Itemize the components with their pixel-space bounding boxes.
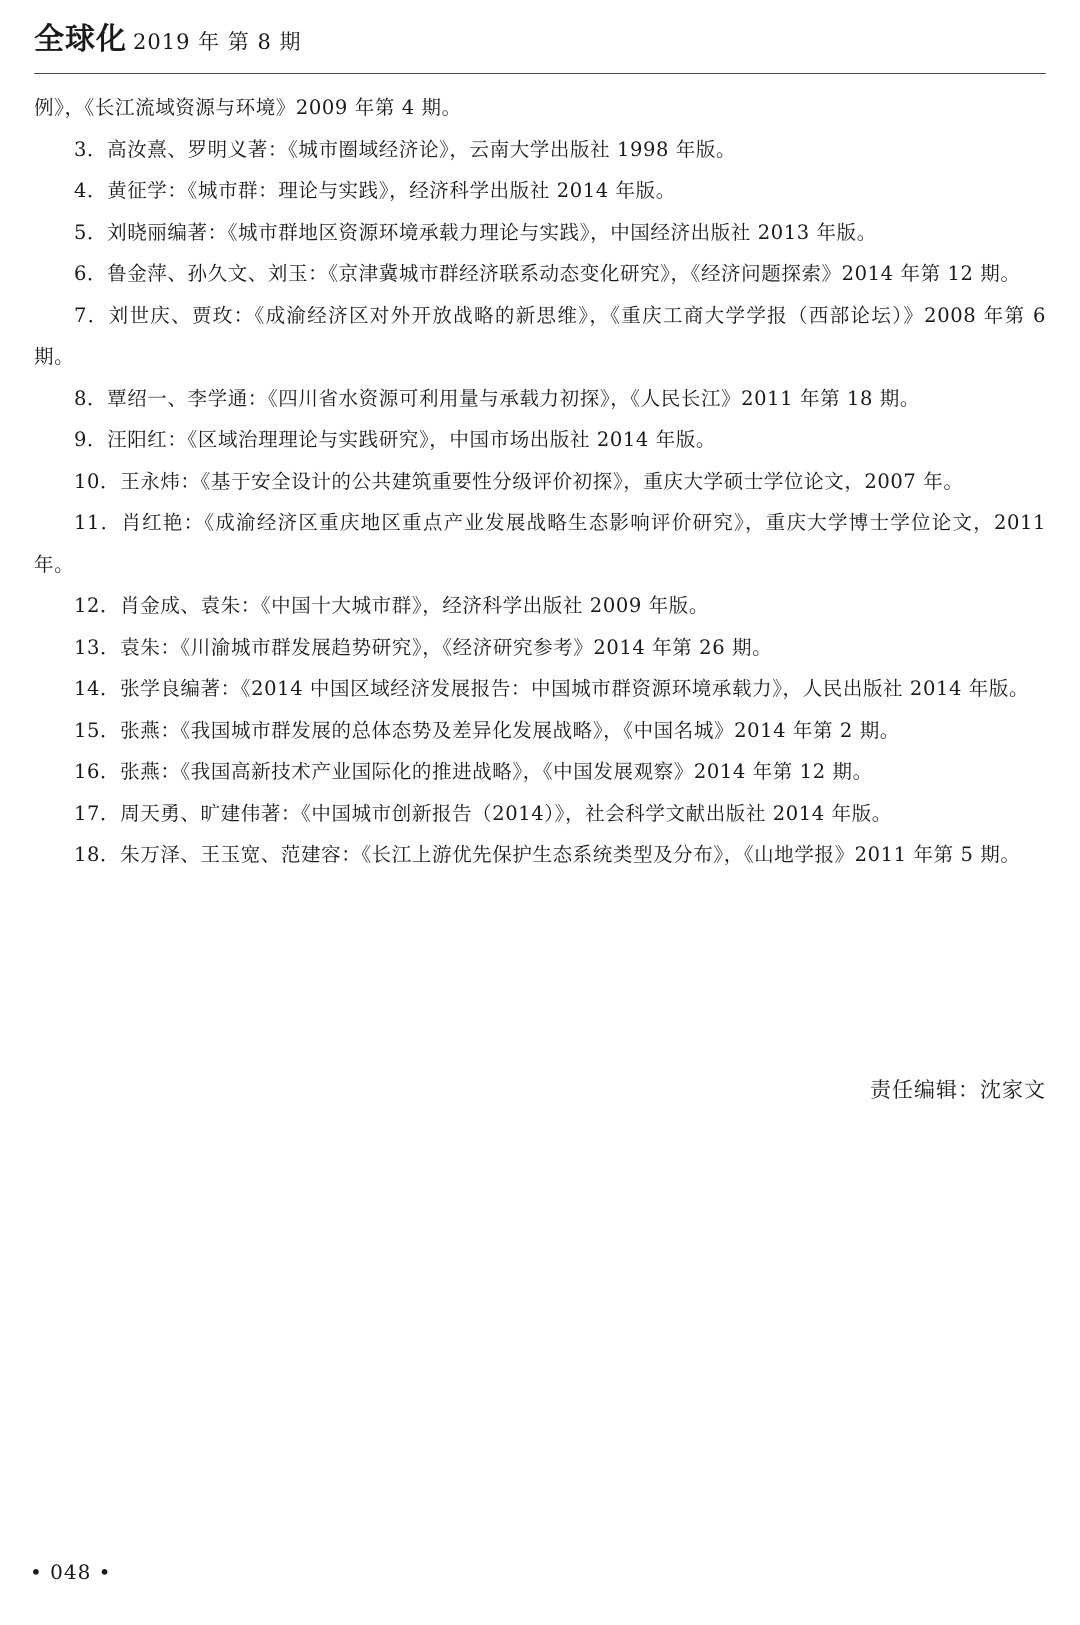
reference-item: 13．袁朱：《川渝城市群发展趋势研究》，《经济研究参考》2014 年第 26 期。 — [74, 635, 773, 659]
reference-item: 8．覃绍一、李学通：《四川省水资源可利用量与承载力初探》，《人民长江》2011 年第 18 期。 — [74, 386, 920, 410]
running-header — [34, 14, 302, 57]
reference-item: 15．张燕：《我国城市群发展的总体态势及差异化发展战略》，《中国名城》2014 年第 2 期。 — [74, 718, 900, 742]
reference-item: 6．鲁金萍、孙久文、刘玉：《京津冀城市群经济联系动态变化研究》，《经济问题探索》2014 年第 12 期。 — [74, 262, 1021, 285]
page-number: • 048 • — [30, 1560, 112, 1584]
reference-item: 12．肖金成、袁朱：《中国十大城市群》，经济科学出版社 2009 年版。 — [74, 594, 709, 617]
header-rule — [34, 73, 1046, 74]
reference-item: 例》，《长江流域资源与环境》2009 年第 4 期。 — [34, 96, 462, 119]
reference-item: 5．刘晓丽编著：《城市群地区资源环境承载力理论与实践》，中国经济出版社 2013 年版。 — [74, 220, 877, 244]
reference-item: 7．刘世庆、贾玫：《成渝经济区对外开放战略的新思维》，《重庆工商大学学报（西部论坛）》2008 年第 6 期。 — [34, 303, 1046, 368]
reference-list — [34, 87, 1046, 876]
issue-info: 2019 年 第 8 期 — [133, 30, 302, 54]
reference-item: 17．周天勇、旷建伟著：《中国城市创新报告（2014）》，社会科学文献出版社 2014 年版。 — [74, 801, 892, 825]
reference-item: 16．张燕：《我国高新技术产业国际化的推进战略》，《中国发展观察》2014 年第 12 期。 — [74, 760, 873, 783]
reference-item: 11．肖红艳：《成渝经济区重庆地区重点产业发展战略生态影响评价研究》，重庆大学博士学位论文，2011 年。 — [34, 511, 1046, 576]
reference-item: 3．高汝熹、罗明义著：《城市圈域经济论》，云南大学出版社 1998 年版。 — [74, 137, 737, 161]
reference-item: 9．汪阳红：《区域治理理论与实践研究》，中国市场出版社 2014 年版。 — [74, 428, 717, 451]
reference-item: 18．朱万泽、王玉宽、范建容：《长江上游优先保护生态系统类型及分布》，《山地学报》2011 年第 5 期。 — [74, 843, 1021, 866]
responsible-editor: 责任编辑：沈家文 — [870, 1078, 1046, 1102]
reference-item: 10．王永炜：《基于安全设计的公共建筑重要性分级评价初探》，重庆大学硕士学位论文，2007 年。 — [74, 469, 964, 493]
reference-item: 14．张学良编著：《2014 中国区域经济发展报告：中国城市群资源环境承载力》，人民出版社 2014 年版。 — [74, 677, 1030, 700]
reference-item: 4．黄征学：《城市群：理论与实践》，经济科学出版社 2014 年版。 — [74, 179, 676, 202]
journal-name: 全球化 — [34, 22, 127, 57]
